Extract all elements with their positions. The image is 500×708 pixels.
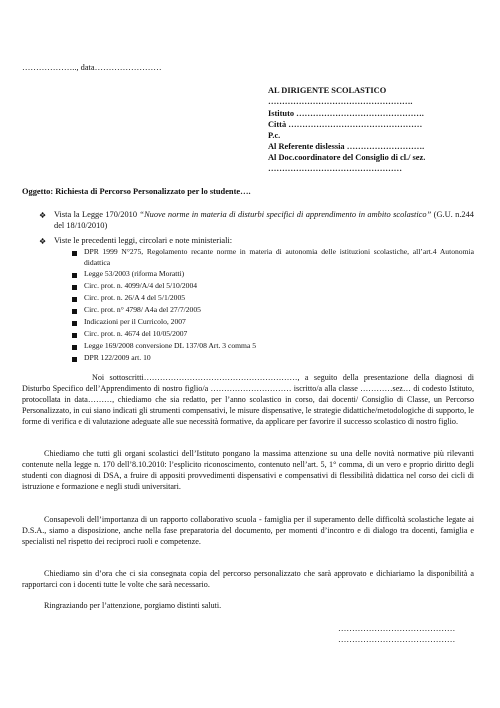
recipient-line-1: AL DIRIGENTE SCOLASTICO [268, 86, 387, 95]
list-item: Legge 53/2003 (riforma Moratti) [84, 269, 185, 278]
paragraph-copy-request: Chiediamo sin d’ora che ci sia consegnata copia del percorso personalizzato che sarà approvato e dichiariamo la disponibilità a rapportarci con i docenti tutte le volte che sarà necessario. [22, 569, 474, 589]
signature-line-1: …………………………………… [338, 624, 456, 633]
paragraph-collaboration: Consapevoli dell’importanza di un rapporto collaborativo scuola - famiglia per il superamento delle difficoltà scolastiche legate ai D.S.A., siamo a disposizione, anche nella fase preparatoria del documento, per momenti d’incontro e di dialogo tra docenti, famiglia e specialisti nel rispetto dei reciproci ruoli e competenze. [22, 515, 474, 546]
recipient-line-4: Città ………………………………………… [268, 120, 423, 129]
square-bullet-icon [72, 297, 77, 302]
paragraph-request: Noi sottoscritti…………………………………………………, a seguito della presentazione della diagnosi di Disturbo Specifico dell’Apprendimento di nostro figlio/a ………………………… iscritto/a alla classe …………sez… di codesto Istituto, protocollata in data………, chiediamo che sia redatto, per l’anno scolastico in corso, dai docenti/ Consiglio di Classe, un Percorso Personalizzato, in cui siano indicati gli strumenti compensativi, le misure dispensative, le strategie didattiche/metodologiche di supporto, le forme di verifica e di valutazione adeguate alle sue necessità formative, da applicare per favorire il successo scolastico di nostro figlio. [22, 373, 474, 426]
list-item: Indicazioni per il Curricolo, 2007 [84, 317, 186, 326]
recipient-line-5: P.c. [268, 131, 281, 140]
precedenti-heading: Viste le precedenti leggi, circolari e note ministeriali: [54, 236, 233, 245]
diamond-bullet-icon: ❖ [39, 211, 47, 220]
list-item: Circ. prot. n° 4798/ A4a del 27/7/2005 [84, 305, 201, 314]
paragraph-normative: Chiediamo che tutti gli organi scolastici dell’Istituto pongano la massima attenzione su una delle novità normative più rilevanti contenute nella legge n. 170 dell’8.10.2010: l’esplicito riconoscimento, contenuto nell’art. 5, 1° comma, di un vero e proprio diritto degli studenti con diagnosi di DSA, a fruire di appositi provvedimenti dispensativi e compensativi di flessibilità didattica nel corso dei cicli di istruzione e formazione e negli studi universitari. [22, 449, 474, 491]
legge-prefix: Vista la Legge 170/2010 [54, 210, 140, 219]
closing-greeting: Ringraziando per l’attenzione, porgiamo distinti saluti. [44, 601, 222, 610]
square-bullet-icon [72, 273, 77, 278]
date-line: ……………….., data…………………… [22, 63, 162, 72]
diamond-bullet-icon: ❖ [39, 237, 47, 246]
signature-line-2: …………………………………… [338, 635, 456, 644]
recipient-line-8: ………………………………………… [268, 164, 402, 173]
square-bullet-icon [72, 333, 77, 338]
list-item: DPR 122/2009 art. 10 [84, 353, 151, 362]
legge-170-paragraph [54, 209, 474, 231]
square-bullet-icon [72, 321, 77, 326]
recipient-line-2: ……………………………………………. [268, 97, 413, 106]
list-item: DPR 1999 N°275, Regolamento recante norme in materia di autonomia delle istituzioni scolastiche, all’art.4 Autonomia didattica [84, 247, 474, 267]
legge-title: “Nuove norme in materia di disturbi specifici di apprendimento in ambito scolastico” [139, 210, 432, 219]
list-item: Circ. prot. n. 4099/A/4 del 5/10/2004 [84, 281, 198, 290]
square-bullet-icon [72, 309, 77, 314]
square-bullet-icon [72, 345, 77, 350]
square-bullet-icon [72, 285, 77, 290]
square-bullet-icon [72, 251, 77, 256]
recipient-line-6: Al Referente dislessia ………………………. [268, 142, 425, 151]
list-item: Circ. prot. n. 4674 del 10/05/2007 [84, 329, 188, 338]
legge-suffix: (G.U. n.244 del 18/10/2010) [54, 210, 474, 230]
recipient-line-7: Al Doc.coordinatore del Consiglio di cl./ sez. [268, 153, 426, 162]
subject-line: Oggetto: Richiesta di Percorso Personalizzato per lo studente…. [22, 187, 251, 196]
recipient-line-3: Istituto ………………………………………. [268, 109, 424, 118]
square-bullet-icon [72, 357, 77, 362]
list-item: Legge 169/2008 conversione DL 137/08 Art. 3 comma 5 [84, 341, 257, 350]
list-item: Circ. prot. n. 26/A 4 del 5/1/2005 [84, 293, 186, 302]
